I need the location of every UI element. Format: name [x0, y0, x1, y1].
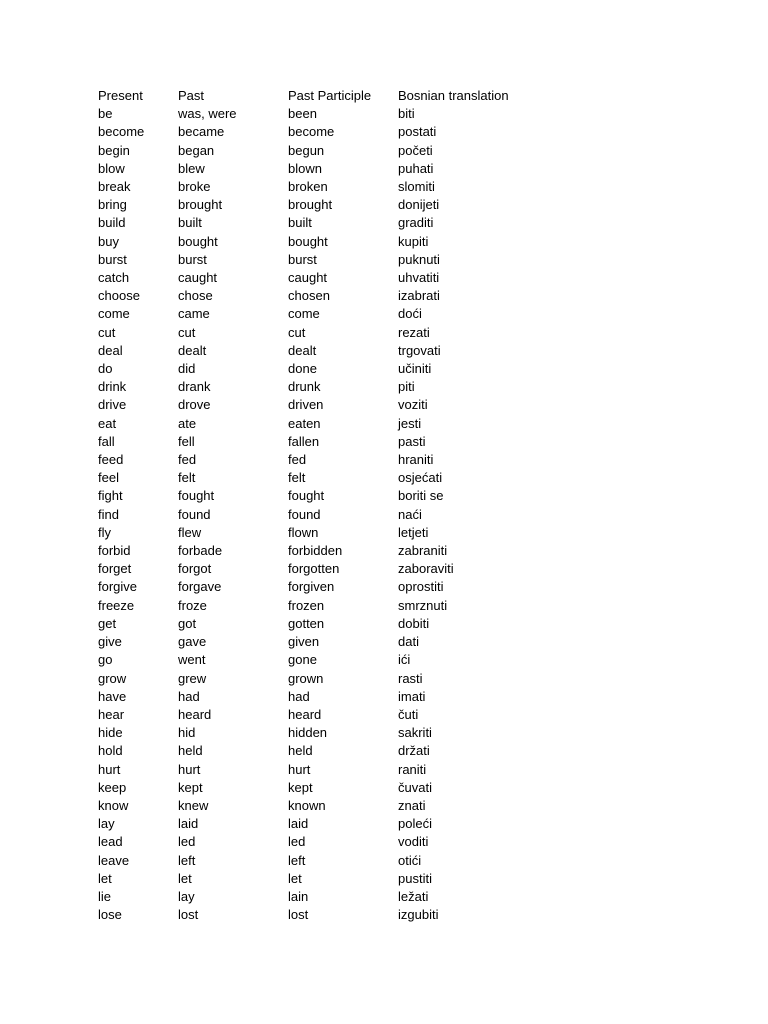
table-row: [98, 742, 538, 760]
cell-present: forget: [98, 561, 132, 577]
cell-bosnian-translation: otići: [398, 852, 422, 868]
table-row: [98, 269, 538, 287]
cell-bosnian-translation: izabrati: [398, 288, 440, 304]
cell-past-participle: hurt: [288, 761, 311, 777]
cell-past: let: [178, 870, 192, 886]
cell-past-participle: come: [288, 306, 320, 322]
cell-bosnian-translation: pasti: [398, 433, 426, 449]
cell-present: build: [98, 215, 126, 231]
header-past-participle: Past Participle: [288, 88, 372, 103]
cell-past: lost: [178, 907, 199, 923]
cell-past-participle: fed: [288, 452, 307, 468]
cell-bosnian-translation: voditi: [398, 834, 429, 850]
table-row: [98, 451, 538, 469]
cell-past: went: [178, 652, 206, 668]
cell-present: buy: [98, 233, 119, 249]
cell-past-participle: chosen: [288, 288, 330, 304]
table-row: [98, 906, 538, 924]
cell-present: forgive: [98, 579, 138, 595]
cell-past: hid: [178, 725, 196, 741]
cell-past-participle: grown: [288, 670, 324, 686]
cell-present: give: [98, 634, 122, 650]
cell-present: bring: [98, 197, 127, 213]
cell-past: laid: [178, 816, 199, 832]
cell-bosnian-translation: dati: [398, 634, 419, 650]
cell-past-participle: led: [288, 834, 306, 850]
table-row: [98, 251, 538, 269]
cell-past: heard: [178, 706, 212, 722]
cell-past-participle: forgotten: [288, 561, 340, 577]
irregular-verbs-table: [98, 87, 538, 924]
cell-past-participle: bought: [288, 233, 328, 249]
cell-bosnian-translation: kupiti: [398, 233, 429, 249]
cell-past: hurt: [178, 761, 201, 777]
cell-past: drank: [178, 379, 211, 395]
cell-past: became: [178, 124, 225, 140]
table-row: [98, 196, 538, 214]
cell-bosnian-translation: čuvati: [398, 779, 432, 795]
table-header-row: [98, 87, 538, 105]
cell-past: drove: [178, 397, 211, 413]
table-row: [98, 833, 538, 851]
cell-past: cut: [178, 324, 196, 340]
table-row: [98, 342, 538, 360]
cell-past-participle: given: [288, 634, 320, 650]
cell-present: hear: [98, 706, 125, 722]
cell-present: hide: [98, 725, 123, 741]
cell-bosnian-translation: imati: [398, 688, 426, 704]
cell-past-participle: let: [288, 870, 302, 886]
cell-past-participle: brought: [288, 197, 333, 213]
cell-past: was, were: [178, 106, 237, 122]
cell-past: broke: [178, 179, 211, 195]
cell-bosnian-translation: raniti: [398, 761, 427, 777]
table-row: [98, 615, 538, 633]
table-row: [98, 706, 538, 724]
cell-past-participle: left: [288, 852, 306, 868]
cell-past: burst: [178, 251, 207, 267]
table-row: [98, 415, 538, 433]
cell-present: have: [98, 688, 127, 704]
cell-past: built: [178, 215, 202, 231]
table-row: [98, 578, 538, 596]
cell-present: feed: [98, 452, 124, 468]
cell-bosnian-translation: piti: [398, 379, 415, 395]
cell-past: gave: [178, 634, 207, 650]
cell-past-participle: been: [288, 106, 317, 122]
cell-bosnian-translation: držati: [398, 743, 430, 759]
cell-present: cut: [98, 324, 116, 340]
cell-present: drive: [98, 397, 127, 413]
cell-bosnian-translation: slomiti: [398, 179, 435, 195]
cell-past-participle: driven: [288, 397, 324, 413]
cell-past-participle: burst: [288, 251, 317, 267]
table-row: [98, 123, 538, 141]
table-row: [98, 487, 538, 505]
cell-past-participle: gone: [288, 652, 317, 668]
cell-past-participle: heard: [288, 706, 322, 722]
table-row: [98, 633, 538, 651]
table-row: [98, 560, 538, 578]
cell-present: catch: [98, 270, 130, 286]
table-row: [98, 160, 538, 178]
cell-past: grew: [178, 670, 207, 686]
cell-past: froze: [178, 597, 207, 613]
cell-past: found: [178, 506, 211, 522]
cell-present: come: [98, 306, 130, 322]
cell-present: burst: [98, 251, 127, 267]
cell-bosnian-translation: puknuti: [398, 251, 440, 267]
cell-past-participle: kept: [288, 779, 313, 795]
cell-present: feel: [98, 470, 119, 486]
cell-present: get: [98, 615, 117, 631]
cell-present: blow: [98, 160, 125, 176]
table-row: [98, 287, 538, 305]
cell-bosnian-translation: puhati: [398, 160, 434, 176]
cell-present: eat: [98, 415, 117, 431]
table-row: [98, 305, 538, 323]
cell-bosnian-translation: smrznuti: [398, 597, 448, 613]
cell-past: led: [178, 834, 196, 850]
cell-past-participle: lost: [288, 907, 309, 923]
cell-bosnian-translation: dobiti: [398, 615, 430, 631]
cell-present: do: [98, 361, 113, 377]
cell-present: keep: [98, 779, 127, 795]
cell-present: lie: [98, 888, 112, 904]
cell-bosnian-translation: ležati: [398, 888, 429, 904]
cell-past-participle: cut: [288, 324, 306, 340]
cell-past-participle: eaten: [288, 415, 321, 431]
header-present: Present: [98, 88, 143, 103]
cell-past: fought: [178, 488, 215, 504]
cell-past-participle: blown: [288, 160, 322, 176]
table-row: [98, 870, 538, 888]
table-row: [98, 797, 538, 815]
cell-past-participle: broken: [288, 179, 328, 195]
table-row: [98, 670, 538, 688]
cell-past-participle: held: [288, 743, 313, 759]
table-row: [98, 688, 538, 706]
cell-bosnian-translation: rezati: [398, 324, 430, 340]
cell-past: did: [178, 361, 196, 377]
table-row: [98, 651, 538, 669]
cell-past: bought: [178, 233, 218, 249]
cell-present: choose: [98, 288, 140, 304]
table-row: [98, 506, 538, 524]
cell-bosnian-translation: biti: [398, 106, 415, 122]
cell-past: flew: [178, 524, 202, 540]
cell-past: fed: [178, 452, 197, 468]
cell-bosnian-translation: poleći: [398, 816, 432, 832]
table-row: [98, 542, 538, 560]
cell-present: fall: [98, 433, 115, 449]
cell-bosnian-translation: osjećati: [398, 470, 443, 486]
cell-past-participle: had: [288, 688, 310, 704]
cell-past: knew: [178, 797, 209, 813]
cell-past-participle: known: [288, 797, 326, 813]
cell-past-participle: done: [288, 361, 317, 377]
cell-bosnian-translation: oprostiti: [398, 579, 444, 595]
cell-bosnian-translation: ići: [398, 652, 411, 668]
cell-present: find: [98, 506, 119, 522]
table-row: [98, 469, 538, 487]
table-row: [98, 233, 538, 251]
table-row: [98, 396, 538, 414]
table-row: [98, 360, 538, 378]
cell-bosnian-translation: rasti: [398, 670, 423, 686]
table-row: [98, 378, 538, 396]
cell-past-participle: found: [288, 506, 321, 522]
cell-present: become: [98, 124, 145, 140]
cell-present: freeze: [98, 597, 135, 613]
cell-present: drink: [98, 379, 127, 395]
cell-past-participle: built: [288, 215, 312, 231]
table-row: [98, 724, 538, 742]
table-row: [98, 852, 538, 870]
cell-present: let: [98, 870, 112, 886]
table-row: [98, 324, 538, 342]
table-body: [98, 105, 538, 924]
cell-past: left: [178, 852, 196, 868]
cell-bosnian-translation: čuti: [398, 706, 419, 722]
cell-past: held: [178, 743, 203, 759]
cell-present: hurt: [98, 761, 121, 777]
cell-past: came: [178, 306, 210, 322]
cell-past: lay: [178, 888, 195, 904]
cell-past-participle: dealt: [288, 342, 317, 358]
cell-past-participle: frozen: [288, 597, 325, 613]
cell-bosnian-translation: učiniti: [398, 361, 432, 377]
cell-bosnian-translation: boriti se: [398, 488, 444, 504]
cell-present: go: [98, 652, 113, 668]
cell-present: fight: [98, 488, 123, 504]
cell-bosnian-translation: letjeti: [398, 524, 429, 540]
table-row: [98, 178, 538, 196]
table-row: [98, 597, 538, 615]
cell-past-participle: laid: [288, 816, 309, 832]
table-row: [98, 815, 538, 833]
table-row: [98, 433, 538, 451]
cell-past: fell: [178, 433, 195, 449]
table-row: [98, 105, 538, 123]
cell-bosnian-translation: jesti: [398, 415, 422, 431]
cell-present: deal: [98, 342, 123, 358]
cell-bosnian-translation: graditi: [398, 215, 434, 231]
cell-past-participle: drunk: [288, 379, 321, 395]
header-past: Past: [178, 88, 205, 103]
cell-past: forgot: [178, 561, 212, 577]
cell-bosnian-translation: znati: [398, 797, 426, 813]
cell-present: lay: [98, 816, 115, 832]
cell-bosnian-translation: pustiti: [398, 870, 432, 886]
cell-past-participle: forbidden: [288, 543, 343, 559]
cell-past-participle: hidden: [288, 725, 328, 741]
cell-bosnian-translation: postati: [398, 124, 437, 140]
cell-bosnian-translation: voziti: [398, 397, 428, 413]
table-row: [98, 888, 538, 906]
cell-present: forbid: [98, 543, 131, 559]
table-row: [98, 779, 538, 797]
cell-present: know: [98, 797, 129, 813]
cell-past: forgave: [178, 579, 222, 595]
cell-past: forbade: [178, 543, 223, 559]
cell-bosnian-translation: uhvatiti: [398, 270, 440, 286]
cell-bosnian-translation: trgovati: [398, 342, 441, 358]
cell-past: dealt: [178, 342, 207, 358]
cell-bosnian-translation: sakriti: [398, 725, 432, 741]
cell-present: fly: [98, 524, 111, 540]
table-row: [98, 761, 538, 779]
cell-past-participle: forgiven: [288, 579, 335, 595]
cell-bosnian-translation: zabraniti: [398, 543, 448, 559]
cell-bosnian-translation: početi: [398, 142, 433, 158]
cell-past: chose: [178, 288, 213, 304]
cell-past: got: [178, 615, 197, 631]
cell-bosnian-translation: naći: [398, 506, 422, 522]
cell-past: caught: [178, 270, 218, 286]
cell-present: be: [98, 106, 113, 122]
cell-past-participle: begun: [288, 142, 325, 158]
cell-present: lead: [98, 834, 123, 850]
cell-past: felt: [178, 470, 196, 486]
cell-past-participle: felt: [288, 470, 306, 486]
cell-bosnian-translation: zaboraviti: [398, 561, 454, 577]
cell-bosnian-translation: doći: [398, 306, 422, 322]
cell-present: break: [98, 179, 131, 195]
table-row: [98, 524, 538, 542]
cell-past-participle: become: [288, 124, 335, 140]
cell-present: hold: [98, 743, 123, 759]
cell-past-participle: fought: [288, 488, 325, 504]
cell-present: grow: [98, 670, 127, 686]
cell-bosnian-translation: hraniti: [398, 452, 434, 468]
cell-bosnian-translation: donijeti: [398, 197, 440, 213]
cell-past-participle: flown: [288, 524, 319, 540]
cell-past: ate: [178, 415, 197, 431]
cell-past: began: [178, 142, 215, 158]
cell-present: lose: [98, 907, 122, 923]
cell-past: kept: [178, 779, 203, 795]
cell-bosnian-translation: izgubiti: [398, 907, 439, 923]
cell-present: begin: [98, 142, 130, 158]
cell-past-participle: caught: [288, 270, 328, 286]
table-row: [98, 214, 538, 232]
cell-past: had: [178, 688, 200, 704]
cell-past: brought: [178, 197, 223, 213]
cell-past-participle: lain: [288, 888, 309, 904]
header-bosnian-translation: Bosnian translation: [398, 88, 509, 103]
cell-present: leave: [98, 852, 130, 868]
cell-past-participle: gotten: [288, 615, 325, 631]
cell-past: blew: [178, 160, 205, 176]
table-row: [98, 142, 538, 160]
cell-past-participle: fallen: [288, 433, 320, 449]
